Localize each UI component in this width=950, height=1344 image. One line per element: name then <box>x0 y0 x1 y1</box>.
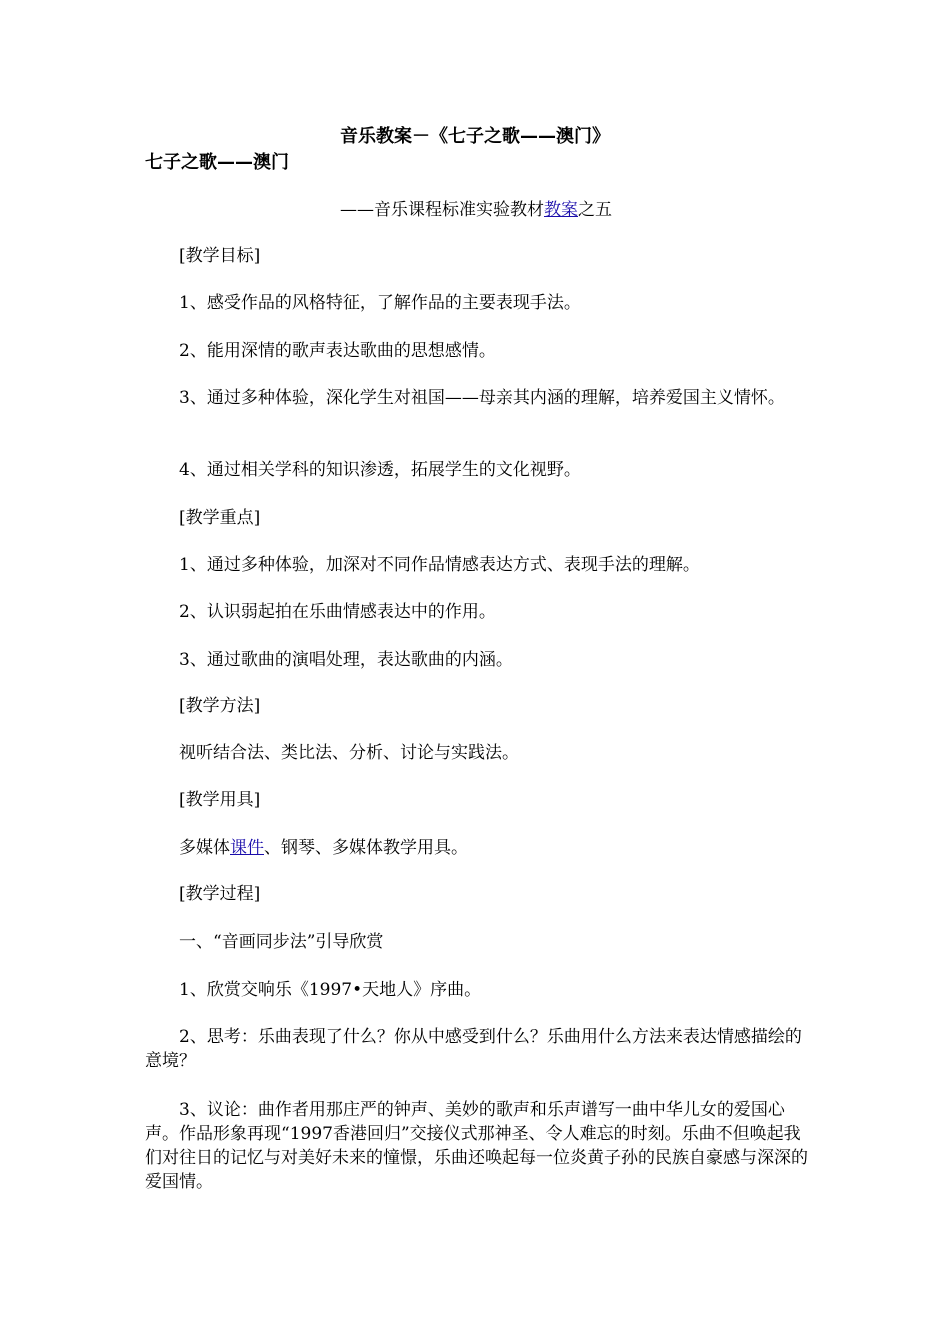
focus-item: 3、通过歌曲的演唱处理，表达歌曲的内涵。 <box>179 650 513 670</box>
tools-text <box>145 836 810 860</box>
lesson-plan-link[interactable]: 教案 <box>544 200 578 220</box>
process-item: 3、议论：曲作者用那庄严的钟声、美妙的歌声和乐声谱写一曲中华儿女的爱国心声。作品形象再现“1997香港回归”交接仪式那神圣、令人难忘的时刻。乐曲不但唤起我们对往日的记忆与对美好未来的憧憬，乐曲还唤起每一位炎黄子孙的民族自豪感与深深的爱国情。 <box>145 1100 808 1192</box>
method-text: 视听结合法、类比法、分析、讨论与实践法。 <box>179 743 519 763</box>
focus-item: 2、认识弱起拍在乐曲情感表达中的作用。 <box>179 602 496 622</box>
tools-prefix: 多媒体 <box>179 838 230 858</box>
document-subtitle: 七子之歌——澳门 <box>145 152 289 173</box>
goal-item: 3、通过多种体验，深化学生对祖国——母亲其内涵的理解，培养爱国主义情怀。 <box>179 388 785 408</box>
focus-heading: [教学重点] <box>179 508 261 528</box>
goals-heading: [教学目标] <box>179 246 261 266</box>
tools-heading: [教学用具] <box>179 790 261 810</box>
source-prefix: ——音乐课程标准实验教材 <box>340 200 544 220</box>
goal-item: 4、通过相关学科的知识渗透，拓展学生的文化视野。 <box>179 460 581 480</box>
process-heading: [教学过程] <box>179 884 261 904</box>
source-line <box>340 198 612 222</box>
process-item: 1、欣赏交响乐《1997•天地人》序曲。 <box>179 980 482 1000</box>
tools-suffix: 、钢琴、多媒体教学用具。 <box>264 838 468 858</box>
goal-item: 2、能用深情的歌声表达歌曲的思想感情。 <box>179 341 496 361</box>
source-suffix: 之五 <box>578 200 612 220</box>
goal-item: 1、感受作品的风格特征，了解作品的主要表现手法。 <box>179 293 581 313</box>
process-part-heading: 一、“音画同步法”引导欣赏 <box>179 932 384 952</box>
courseware-link[interactable]: 课件 <box>230 838 264 858</box>
process-item: 2、思考：乐曲表现了什么？你从中感受到什么？乐曲用什么方法来表达情感描绘的意境？ <box>145 1027 802 1071</box>
focus-item: 1、通过多种体验，加深对不同作品情感表达方式、表现手法的理解。 <box>179 555 700 575</box>
method-heading: [教学方法] <box>179 696 261 716</box>
document-title: 音乐教案－《七子之歌——澳门》 <box>340 126 610 147</box>
